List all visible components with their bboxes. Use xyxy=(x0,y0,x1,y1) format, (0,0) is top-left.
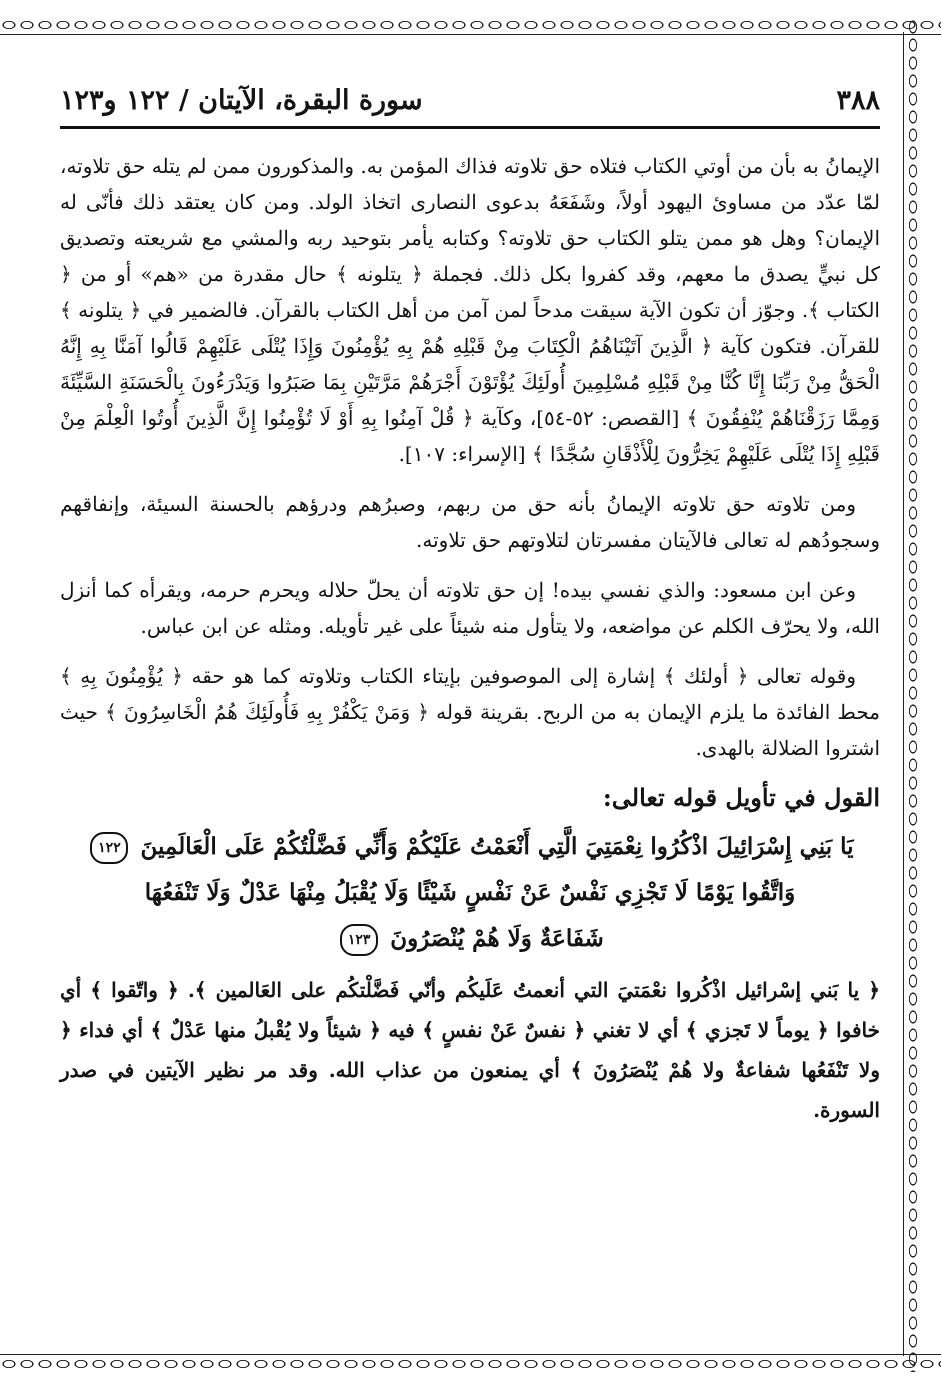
verse-text: يَا بَنِي إِسْرَائِيلَ اذْكُرُوا نِعْمَتِيَ الَّتِي أَنْعَمْتُ عَلَيْكُمْ وَأَنِّي فَضَّلْتُكُمْ عَلَى الْعَالَمِينَ xyxy=(140,833,854,860)
running-title: سورة البقرة، الآيتان / ١٢٢ و١٢٣ xyxy=(60,84,423,116)
paragraph: وعن ابن مسعود: والذي نفسي بيده! إن حق تلاوته أن يحلّ حلاله ويحرم حرمه، ويقرأه كما أنزل الله، ولا يحرّف الكلم عن مواضعه، ولا يتأول منه شيئاً على غير تأويله. ومثله عن ابن عباس. xyxy=(60,578,880,638)
frame-right-line xyxy=(903,32,904,1356)
verse-line xyxy=(60,824,880,870)
section-title: القول في تأويل قوله تعالى: xyxy=(602,783,880,812)
page-header xyxy=(60,82,880,118)
verse-line xyxy=(60,870,880,916)
page-number: ٣٨٨ xyxy=(836,84,880,116)
ayah-number-marker: ١٢٢ xyxy=(90,832,128,864)
verse-line xyxy=(60,916,880,962)
tafsir-paragraph: ﴿ يا بَني إسْرائيل اذْكُروا نعْمَتيَ التي أنعمتُ عَلَيكُم وأنّي فَضَّلْتكُم على العَالمين ﴾. ﴿ واتّقوا ﴾ أي خافوا ﴿ يوماً لا تَجزي ﴾ أي لا تغني ﴿ نفسٌ عَنْ نفسٍ ﴾ فيه ﴿ شيئاً ولا يُقْبلُ منها عَدْلٌ ﴾ أي فداء ﴿ ولا تَنْفَعُها شفاعةٌ ولا هُمْ يُنْصَرُونَ ﴾ أي يمنعون من عذاب الله. وقد مر نظير الآيتين في صدر السورة. xyxy=(60,978,880,1122)
frame-bottom-line xyxy=(0,1354,941,1355)
frame-top-border xyxy=(0,18,941,32)
paragraph: وقوله تعالى ﴿ أولئك ﴾ إشارة إلى الموصوفين بإيتاء الكتاب وتلاوته كما هو حقه ﴿ يُؤْمِنُونَ بِهِ ﴾ محط الفائدة ما يلزم الإيمان به من الربح. بقرينة قوله ﴿ وَمَنْ يَكْفُرْ بِهِ فَأُولَئِكَ هُمُ الْخَاسِرُونَ ﴾ حيث اشتروا الضلالة بالهدى. xyxy=(60,664,880,760)
frame-bottom-border xyxy=(0,1357,941,1371)
header-rule xyxy=(60,126,880,129)
quran-verse-block xyxy=(60,824,880,962)
frame-top-line xyxy=(0,34,941,35)
frame-right-border xyxy=(906,18,920,1372)
paragraph: ومن تلاوته حق تلاوته الإيمانُ بأنه حق من ربهم، وصبرُهم ودرؤهم بالحسنة السيئة، وإنفاقهم وسجودُهم له تعالى فالآيتان مفسرتان لتلاوتهم حق تلاوته. xyxy=(60,492,880,552)
page-content xyxy=(60,148,880,1130)
verse-text: وَاتَّقُوا يَوْمًا لَا تَجْزِي نَفْسٌ عَنْ نَفْسٍ شَيْئًا وَلَا يُقْبَلُ مِنْهَا عَدْلٌ وَلَا تَنْفَعُهَا xyxy=(144,879,796,906)
verse-text: شَفَاعَةٌ وَلَا هُمْ يُنْصَرُونَ xyxy=(390,925,604,952)
book-page xyxy=(60,40,880,1350)
paragraph: الإيمانُ به بأن من أوتي الكتاب فتلاه حق تلاوته فذاك المؤمن به. والمذكورون ممن لم يتله حق تلاوته، لمّا عدّد من مساوئ اليهود أولاً، وشَفَعَهُ بدعوى النصارى اتخاذ الولد. ومن كان يعتقد ذلك فأنّى له الإيمان؟ وهل هو ممن يتلو الكتاب حق تلاوته؟ وكتابه يأمر بتوحيد ربه والمشي مع شريعته وتصديق كل نبيٍّ يصدق ما معهم، وقد كفروا بكل ذلك. فجملة ﴿ يتلونه ﴾ حال مقدرة من «هم» أو من ﴿ الكتاب ﴾. وجوّز أن تكون الآية سيقت مدحاً لمن آمن من أهل الكتاب بالقرآن. فالضمير في ﴿ يتلونه ﴾ للقرآن. فتكون كآية ﴿ الَّذِينَ آتَيْنَاهُمُ الْكِتَابَ مِنْ قَبْلِهِ هُمْ بِهِ يُؤْمِنُونَ وَإِذَا يُتْلَى عَلَيْهِمْ قَالُوا آمَنَّا بِهِ إِنَّهُ الْحَقُّ مِنْ رَبِّنَا إِنَّا كُنَّا مِنْ قَبْلِهِ مُسْلِمِينَ أُولَئِكَ يُؤْتَوْنَ أَجْرَهُمْ مَرَّتَيْنِ بِمَا صَبَرُوا وَيَدْرَءُونَ بِالْحَسَنَةِ السَّيِّئَةَ وَمِمَّا رَزَقْنَاهُمْ يُنْفِقُونَ ﴾ [القصص: ٥٢-٥٤]، وكآية ﴿ قُلْ آمِنُوا بِهِ أَوْ لَا تُؤْمِنُوا إِنَّ الَّذِينَ أُوتُوا الْعِلْمَ مِنْ قَبْلِهِ إِذَا يُتْلَى عَلَيْهِمْ يَخِرُّونَ لِلْأَذْقَانِ سُجَّدًا ﴾ [الإسراء: ١٠٧]. xyxy=(60,154,880,466)
ayah-number-marker: ١٢٣ xyxy=(340,924,378,956)
